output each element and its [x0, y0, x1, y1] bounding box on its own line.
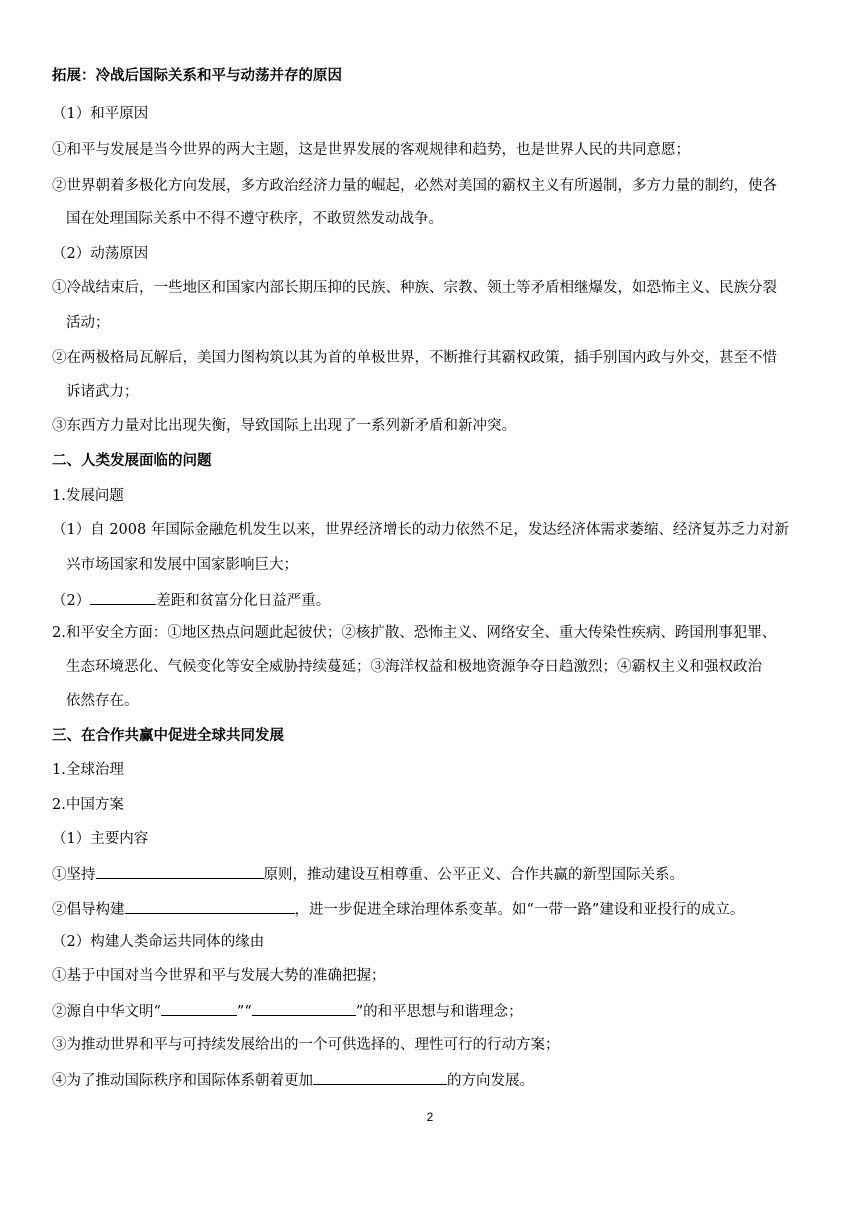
development-item-2-suffix: 差距和贫富分化日益严重。	[156, 593, 331, 609]
fill-in-blank[interactable]	[125, 898, 295, 914]
fill-in-blank[interactable]	[252, 1000, 356, 1016]
unrest-reason-1-line2: 活动；	[66, 315, 110, 331]
section-2-title: 二、人类发展面临的问题	[52, 452, 212, 469]
fill-in-blank[interactable]	[313, 1069, 447, 1085]
peace-reason-2-line2: 国在处理国际关系中不得不遵守秩序，不敢贸然发动战争。	[66, 211, 443, 227]
main-content-item-2	[52, 898, 812, 920]
unrest-reason-2-line1: ②在两极格局瓦解后，美国力图构筑以其为首的单极世界，不断推行其霸权政策，插手别国内政与外交，甚至不惜	[52, 350, 777, 366]
section-3-title: 三、在合作共赢中促进全球共同发展	[52, 727, 284, 744]
reason-2-prefix: ②源自中华文明“	[52, 1004, 161, 1020]
main-content-item-1	[52, 863, 812, 885]
main-content-label: （1）主要内容	[52, 831, 149, 847]
development-item-1-line1: （1）自 2008 年国际金融危机发生以来，世界经济增长的动力依然不足，发达经济体需求萎缩、经济复苏乏力对新	[52, 522, 789, 538]
peace-reasons-label: （1）和平原因	[52, 106, 149, 122]
security-line3: 依然存在。	[66, 693, 139, 709]
security-line1: 2.和平安全方面：①地区热点问题此起彼伏；②核扩散、恐怖主义、网络安全、重大传染性疾病、跨国刑事犯罪、	[52, 625, 777, 641]
main-content-item-1-prefix: ①坚持	[52, 867, 96, 883]
reason-3: ③为推动世界和平与可持续发展给出的一个可供选择的、理性可行的行动方案；	[52, 1037, 560, 1053]
page-number: 2	[426, 1110, 434, 1124]
development-item-2-prefix: （2）	[52, 593, 91, 609]
unrest-reason-1-line1: ①冷战结束后，一些地区和国家内部长期压抑的民族、种族、宗教、领土等矛盾相继爆发，如恐怖主义、民族分裂	[52, 280, 777, 296]
fill-in-blank[interactable]	[96, 863, 264, 879]
development-item-2	[52, 589, 812, 611]
global-governance-label: 1.全球治理	[52, 762, 124, 778]
extension-heading: 拓展：冷战后国际关系和平与动荡并存的原因	[52, 68, 342, 84]
fill-in-blank[interactable]	[90, 589, 156, 605]
reasons-label: （2）构建人类命运共同体的缘由	[52, 934, 265, 950]
reason-1: ①基于中国对当今世界和平与发展大势的准确把握；	[52, 968, 386, 984]
main-content-item-2-prefix: ②倡导构建	[52, 902, 125, 918]
unrest-reason-3: ③东西方力量对比出现失衡，导致国际上出现了一系列新矛盾和新冲突。	[52, 418, 516, 434]
security-line2: 生态环境恶化、气候变化等安全威胁持续蔓延；③海洋权益和极地资源争夺日趋激烈；④霸权主义和强权政治	[66, 659, 762, 675]
reason-4	[52, 1069, 812, 1091]
unrest-reasons-label: （2）动荡原因	[52, 246, 149, 262]
reason-4-suffix: 的方向发展。	[447, 1073, 534, 1089]
development-label: 1.发展问题	[52, 488, 124, 504]
reason-4-prefix: ④为了推动国际秩序和国际体系朝着更加	[52, 1073, 313, 1089]
china-plan-label: 2.中国方案	[52, 797, 124, 813]
peace-reason-2-line1: ②世界朝着多极化方向发展，多方政治经济力量的崛起，必然对美国的霸权主义有所遏制，多方力量的制约，使各	[52, 178, 777, 194]
main-content-item-1-suffix: 原则，推动建设互相尊重、公平正义、合作共赢的新型国际关系。	[263, 867, 684, 883]
peace-reason-1: ①和平与发展是当今世界的两大主题，这是世界发展的客观规律和趋势，也是世界人民的共同意愿；	[52, 142, 690, 158]
reason-2	[52, 1000, 812, 1022]
reason-2-suffix: ”的和平思想与和谐理念；	[355, 1004, 523, 1020]
reason-2-middle: ”“	[236, 1004, 252, 1020]
unrest-reason-2-line2: 诉诸武力；	[66, 384, 139, 400]
development-item-1-line2: 兴市场国家和发展中国家影响巨大；	[66, 557, 298, 573]
main-content-item-2-suffix: ，进一步促进全球治理体系变革。如“一带一路”建设和亚投行的成立。	[294, 902, 745, 918]
fill-in-blank[interactable]	[161, 1000, 237, 1016]
